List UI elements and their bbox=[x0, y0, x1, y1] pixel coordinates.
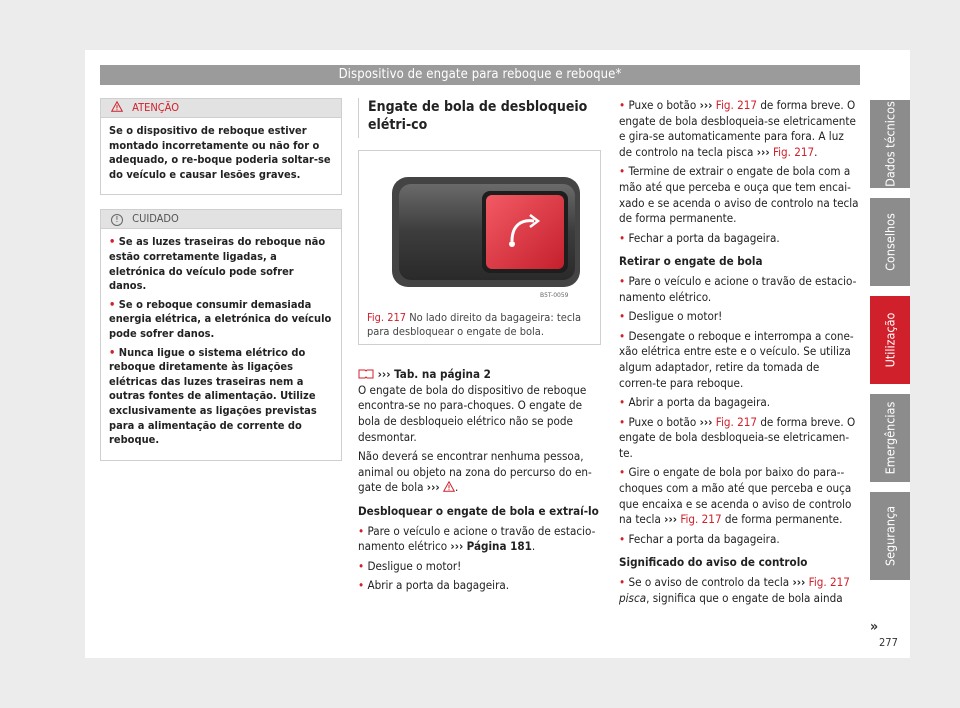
warning-body bbox=[101, 118, 341, 194]
bullet-icon: • bbox=[619, 309, 629, 324]
figure-link[interactable]: Fig. 217 bbox=[715, 414, 757, 429]
warning-title: ATENÇÃO bbox=[132, 101, 180, 114]
column-right bbox=[619, 98, 859, 610]
bullet-icon: • bbox=[358, 558, 368, 573]
tab-seguranca[interactable]: Segurança bbox=[870, 492, 910, 580]
paragraph: O engate de bola do dispositivo de reboque encontra-se no para-choques. O engate de bola de desbloqueio elétrico não se pode desmontar. bbox=[358, 382, 587, 444]
list-item: • Gire o engate de bola por baixo do para--choques com a mão até que perceba e ouça que encaixa e se acenda o aviso de controlo na tecla ››› Fig. 217 de forma permanente. bbox=[619, 465, 852, 527]
bullet-icon: • bbox=[619, 531, 629, 546]
arrow-icon: ››› bbox=[699, 98, 713, 112]
bullet-icon: • bbox=[619, 164, 629, 179]
page-header: Dispositivo de engate para reboque e reboque* bbox=[100, 65, 860, 85]
figure-label: Fig. 217 bbox=[367, 311, 407, 324]
list-item: • Desligue o motor! bbox=[619, 309, 723, 324]
list-item: • Abrir a porta da bagageira. bbox=[619, 395, 771, 410]
figure-code: B5T-0059 bbox=[540, 292, 569, 299]
bullet-icon: • bbox=[619, 395, 629, 410]
figure-link[interactable]: Fig. 217 bbox=[680, 512, 722, 527]
list-item: • Desligue o motor! bbox=[358, 558, 462, 573]
arrow-icon: ››› bbox=[377, 367, 391, 382]
list-item: • Puxe o botão ››› Fig. 217 de forma breve. O engate de bola desbloqueia-se eletricamen-te. bbox=[619, 414, 856, 460]
caution-header bbox=[101, 210, 341, 229]
tab-conselhos[interactable]: Conselhos bbox=[870, 198, 910, 286]
bullet-icon: • bbox=[358, 578, 368, 593]
emphasis: pisca bbox=[619, 590, 647, 605]
figure-caption bbox=[359, 305, 600, 344]
figure-link[interactable]: Fig. 217 bbox=[715, 98, 757, 112]
figure-217 bbox=[358, 150, 601, 345]
bullet-icon: • bbox=[619, 230, 629, 245]
tab-utilizacao[interactable]: Utilização bbox=[870, 296, 910, 384]
bullet-icon: • bbox=[358, 523, 368, 538]
caution-body bbox=[101, 229, 341, 459]
warning-header bbox=[101, 99, 341, 118]
caution-item: • Se o reboque consumir demasiada energia elétrica, a eletrónica do veículo pode sofrer danos. bbox=[109, 297, 332, 340]
paragraph: Não deverá se encontrar nenhuma pessoa, animal ou objeto na zona do percurso do en-gate de bola ››› . bbox=[358, 449, 592, 495]
list-item: • Desengate o reboque e interrompa a cone-xão elétrica entre este e o veículo. Se utiliza algum adaptador, retire da tomada de corren-te para reboque. bbox=[619, 328, 854, 390]
column-middle bbox=[358, 98, 601, 598]
arrow-icon: ››› bbox=[699, 414, 713, 429]
subheading: Significado do aviso de controlo bbox=[619, 555, 808, 570]
continue-mark: » bbox=[870, 619, 879, 635]
figure-link[interactable]: Fig. 217 bbox=[772, 144, 815, 159]
tab-emergencias[interactable]: Emergências bbox=[870, 394, 910, 482]
caution-item: • Nunca ligue o sistema elétrico do reboque diretamente às ligações elétricas das luzes traseiras nem a outras fontes de alimentação. Utilize exclusivamente as ligações previstas para a alimentação de corrente do reboque. bbox=[109, 345, 317, 447]
list-item: • Fechar a porta da bagageira. bbox=[619, 531, 780, 546]
figure-link[interactable]: Fig. 217 bbox=[808, 575, 850, 590]
tab-dados-tecnicos[interactable]: Dados técnicos bbox=[870, 100, 910, 188]
bullet-icon: • bbox=[619, 98, 629, 112]
page-number: 277 bbox=[879, 636, 898, 649]
bullet-icon: • bbox=[619, 328, 629, 343]
subheading: Desbloquear o engate de bola e extraí-lo bbox=[358, 503, 599, 518]
column-left bbox=[100, 98, 342, 475]
subheading: Retirar o engate de bola bbox=[619, 254, 763, 269]
bullet-icon: • bbox=[619, 465, 629, 480]
list-item: • Pare o veículo e acione o travão de estacio-namento elétrico ››› Página 181. bbox=[358, 523, 596, 554]
caution-title: CUIDADO bbox=[132, 212, 179, 226]
bullet-icon: • bbox=[619, 414, 629, 429]
list-item: • Termine de extrair o engate de bola com a mão até que perceba e ouça que tem encai-xado e se acenda o aviso de controlo na tecla de forma permanente. bbox=[619, 164, 859, 226]
arrow-icon: ››› bbox=[450, 539, 464, 554]
arrow-icon: ››› bbox=[664, 512, 678, 527]
bullet-icon: • bbox=[619, 575, 629, 590]
list-item: • Se o aviso de controlo da tecla ››› Fig. 217 pisca, significa que o engate de bola ainda bbox=[619, 575, 850, 605]
list-item: • Abrir a porta da bagageira. bbox=[358, 578, 510, 593]
bullet-icon: • bbox=[619, 273, 629, 288]
list-item: • Pare o veículo e acione o travão de estacio-namento elétrico. bbox=[619, 273, 857, 304]
bullet-icon: • bbox=[109, 235, 119, 249]
book-icon bbox=[358, 369, 374, 379]
info-icon: ! bbox=[111, 214, 123, 226]
warning-icon bbox=[443, 481, 455, 492]
page-link[interactable]: Página 181 bbox=[466, 539, 532, 554]
arrow-icon: ››› bbox=[756, 144, 770, 159]
section-title: Engate de bola de desbloqueio elétri-co bbox=[358, 98, 601, 138]
warning-icon bbox=[111, 101, 123, 112]
caution-item: • Se as luzes traseiras do reboque não estão corretamente ligadas, a eletrónica do veículo pode sofrer danos. bbox=[109, 235, 326, 293]
tab-reference[interactable] bbox=[358, 367, 601, 383]
figure-caption-text: No lado direito da bagageira: tecla para desbloquear o engate de bola. bbox=[367, 311, 582, 338]
list-item: • Fechar a porta da bagageira. bbox=[619, 230, 780, 245]
arrow-icon: ››› bbox=[792, 575, 806, 590]
warning-text: Se o dispositivo de reboque estiver montado incorretamente ou não for o adequado, o re-boque poderia soltar-se do veículo e causar lesões graves. bbox=[109, 124, 331, 181]
list-item: • Puxe o botão ››› Fig. 217 de forma breve. O engate de bola desbloqueia-se eletricamente e gira-se automaticamente para fora. A luz de controlo na tecla pisca ››› Fig. 217. bbox=[619, 98, 856, 159]
tab-reference-text: Tab. na página 2 bbox=[394, 367, 491, 382]
arrow-icon: ››› bbox=[426, 480, 440, 495]
ball-coupling-button-illustration bbox=[372, 151, 587, 305]
warning-box bbox=[100, 98, 342, 195]
bullet-icon: • bbox=[109, 297, 119, 311]
caution-box bbox=[100, 209, 342, 460]
bullet-icon: • bbox=[109, 345, 119, 359]
